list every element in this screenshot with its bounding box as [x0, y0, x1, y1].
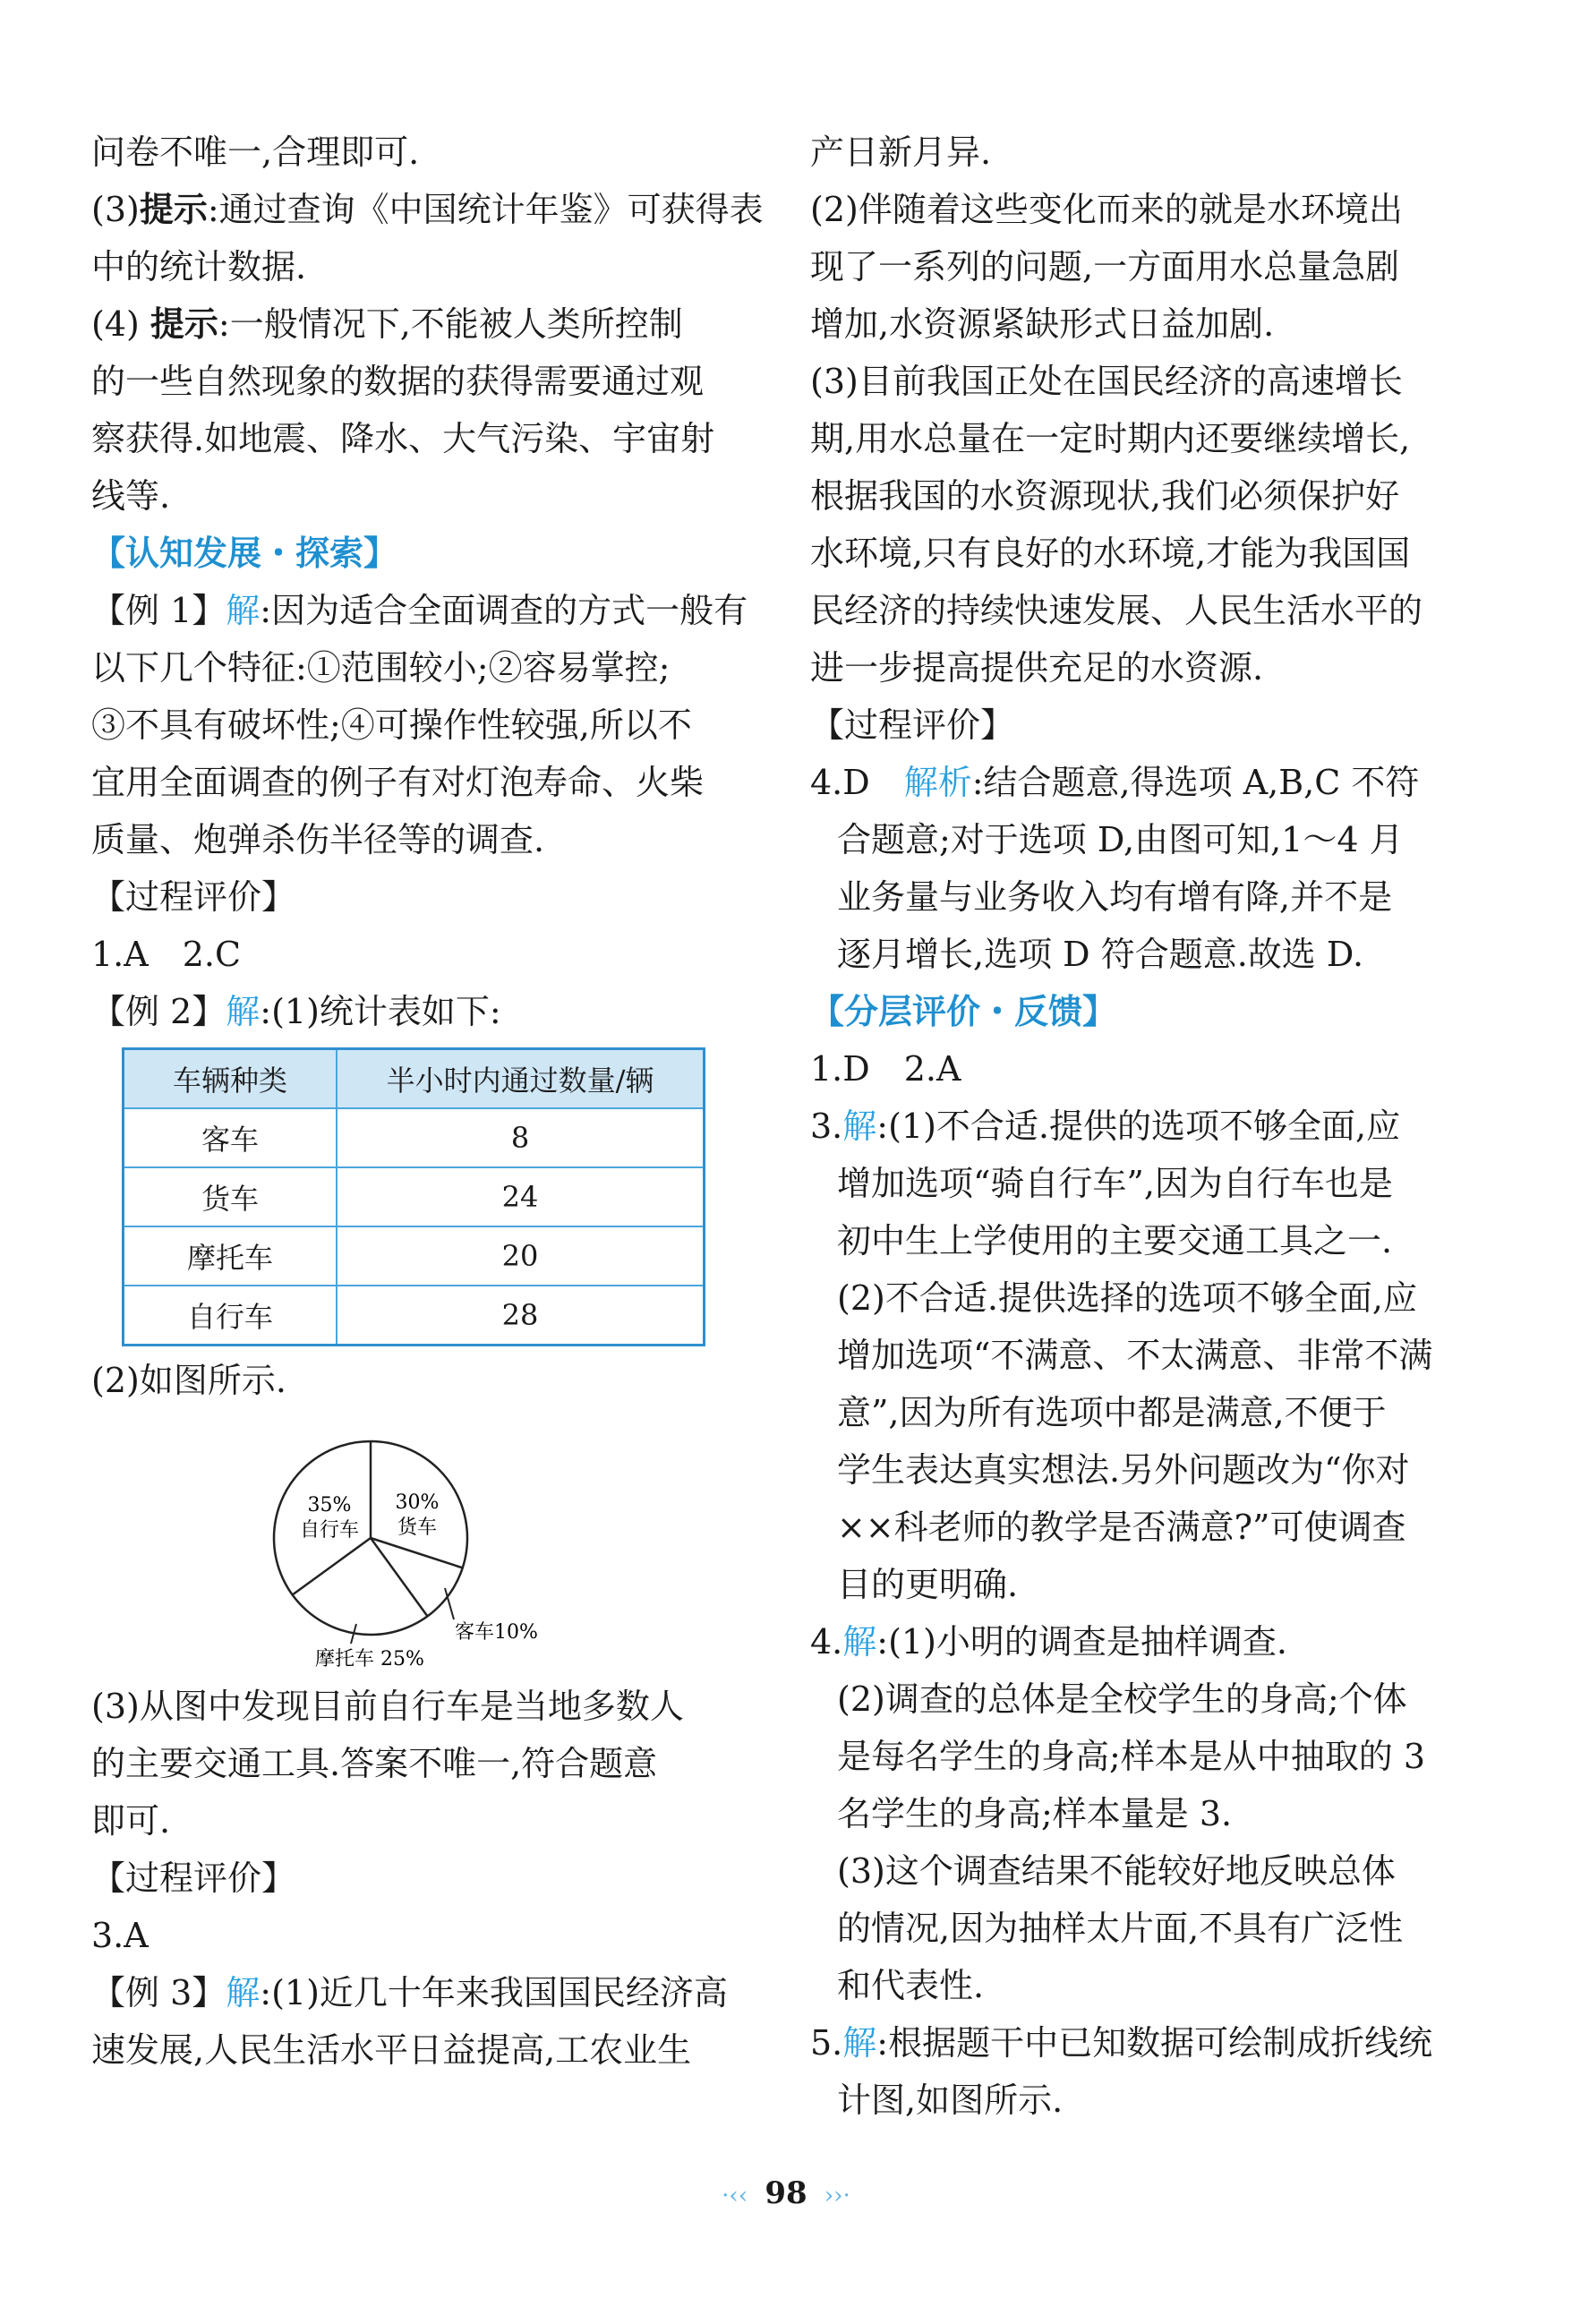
- text-line: (2)伴随着这些变化而来的就是水环境出: [810, 190, 1403, 229]
- page-number: 98: [765, 2175, 807, 2211]
- section-heading: 【认知发展・探索】: [91, 534, 398, 573]
- text-line: (3)这个调查结果不能较好地反映总体: [837, 1851, 1396, 1891]
- text-line: 增加选项“骑自行车”,因为自行车也是: [837, 1164, 1393, 1203]
- text-line: 宜用全面调查的例子有对灯泡寿命、火柴: [91, 763, 705, 802]
- text-line: [810, 2014, 1448, 2072]
- text-line: 以下几个特征:①范围较小;②容易掌控;: [91, 648, 671, 688]
- text-line: 产日新月异.: [810, 132, 992, 172]
- text-line: 初中生上学使用的主要交通工具之一.: [837, 1221, 1393, 1260]
- analysis-keyword: 解析: [903, 763, 972, 802]
- hint-keyword: 提示: [150, 304, 218, 344]
- text-run: :(1)不合适.提供的选项不够全面,应: [876, 1106, 1401, 1146]
- text-line: 现了一系列的问题,一方面用水总量急剧: [810, 247, 1400, 286]
- text-line: 水环境,只有良好的水环境,才能为我国国: [810, 534, 1411, 573]
- answer-line: 3.A: [91, 1916, 149, 1955]
- text-line: 期,用水总量在一定时期内还要继续增长,: [810, 419, 1411, 458]
- text-line: 中的统计数据.: [91, 247, 307, 286]
- column-header: 半小时内通过数量/辆: [337, 1049, 705, 1109]
- text-line: 合题意;对于选项 D,由图可知,1～4 月: [837, 820, 1404, 859]
- solution-keyword: 解: [226, 992, 261, 1031]
- item-number: (4): [91, 304, 150, 344]
- table-cell: 8: [337, 1108, 705, 1167]
- section-heading: 【分层评价・反馈】: [810, 992, 1117, 1031]
- text-run: :通过查询《中国统计年鉴》可获得表: [207, 190, 764, 229]
- right-column: [810, 124, 1448, 2129]
- text-line: 速发展,人民生活水平日益提高,工农业生: [91, 2030, 692, 2070]
- ornament-left-icon: ·‹‹: [722, 2183, 748, 2209]
- pie-slice-boundary-3: [293, 1538, 371, 1594]
- solution-keyword: 解: [842, 1622, 877, 1662]
- text-line: 增加,水资源紧缺形式日益加剧.: [810, 304, 1275, 344]
- text-run: :根据题干中已知数据可绘制成折线统: [876, 2023, 1433, 2063]
- table-cell: 客车: [124, 1108, 337, 1167]
- item-number: 3.: [810, 1106, 843, 1146]
- table-header-row: [124, 1049, 705, 1109]
- text-line: (2)不合适.提供选择的选项不够全面,应: [837, 1278, 1417, 1318]
- text-line: (2)调查的总体是全校学生的身高;个体: [837, 1679, 1407, 1719]
- text-line: 质量、炮弹杀伤半径等的调查.: [91, 820, 545, 859]
- item-number: (3): [91, 190, 140, 229]
- text-line: 即可.: [91, 1801, 171, 1841]
- slice-label-truck: 货车: [397, 1517, 438, 1539]
- solution-keyword: 解: [226, 1973, 261, 2012]
- table-row: [124, 1167, 705, 1226]
- text-line: (3)从图中发现目前自行车是当地多数人: [91, 1687, 684, 1726]
- pie-slice-boundary-2: [371, 1538, 427, 1616]
- text-run: :因为适合全面调查的方式一般有: [260, 591, 748, 630]
- left-column: [91, 124, 764, 2079]
- item-number: 4.D: [810, 763, 904, 802]
- text-line: 是每名学生的身高;样本是从中抽取的 3: [837, 1737, 1426, 1776]
- eval-heading: 【过程评价】: [91, 877, 296, 917]
- example-tag: 【例 1】: [91, 591, 226, 630]
- text-run: :(1)统计表如下:: [260, 992, 501, 1031]
- text-line: [810, 1613, 1448, 1670]
- text-line: 的一些自然现象的数据的获得需要通过观: [91, 362, 705, 401]
- table-cell: 自行车: [124, 1286, 337, 1346]
- column-header: 车辆种类: [124, 1049, 337, 1109]
- item-number: 5.: [810, 2023, 843, 2063]
- solution-keyword: 解: [842, 1106, 877, 1146]
- example-tag: 【例 2】: [91, 992, 226, 1031]
- slice-label-bicycle: 自行车: [299, 1519, 360, 1542]
- text-line: 进一步提高提供充足的水资源.: [810, 648, 1264, 688]
- text-line: 目的更明确.: [837, 1565, 1019, 1604]
- solution-keyword: 解: [226, 591, 261, 630]
- table-row: [124, 1286, 705, 1346]
- example-tag: 【例 3】: [91, 1973, 226, 2012]
- text-line: 增加选项“不满意、不太满意、非常不满: [837, 1336, 1433, 1375]
- text-line: 民经济的持续快速发展、人民生活水平的: [810, 591, 1423, 630]
- text-line: ③不具有破坏性;④可操作性较强,所以不: [91, 705, 692, 745]
- text-line: 根据我国的水资源现状,我们必须保护好: [810, 476, 1400, 516]
- table-cell: 摩托车: [124, 1226, 337, 1286]
- text-line: 的主要交通工具.答案不唯一,符合题意: [91, 1744, 658, 1783]
- hint-keyword: 提示: [139, 190, 208, 229]
- text-run: :一般情况下,不能被人类所控制: [218, 304, 683, 344]
- text-line: 线等.: [91, 476, 171, 516]
- text-line: [91, 582, 748, 639]
- slice-label-bicycle-pct: 35%: [307, 1494, 352, 1517]
- item-number: 4.: [810, 1622, 843, 1662]
- text-line: (3)目前我国正处在国民经济的高速增长: [810, 362, 1403, 401]
- text-line: 问卷不唯一,合理即可.: [91, 132, 420, 172]
- slice-label-truck-pct: 30%: [395, 1491, 440, 1514]
- text-run: :(1)近几十年来我国国民经济高: [260, 1973, 728, 2012]
- text-run: :结合题意,得选项 A,B,C 不符: [971, 763, 1420, 802]
- pie-chart: [91, 1409, 738, 1678]
- text-line: ××科老师的教学是否满意?”可使调查: [837, 1508, 1406, 1547]
- text-line: 名学生的身高;样本量是 3.: [837, 1794, 1233, 1833]
- answer-line: 1.A 2.C: [91, 935, 242, 974]
- text-line: (2)如图所示.: [91, 1361, 286, 1400]
- text-line: 学生表达真实想法.另外问题改为“你对: [837, 1450, 1410, 1490]
- text-line: [91, 181, 764, 238]
- text-line: 察获得.如地震、降水、大气污染、宇宙射: [91, 419, 715, 458]
- table-row: [124, 1108, 705, 1167]
- text-line: 逐月增长,选项 D 符合题意.故选 D.: [837, 935, 1364, 974]
- text-line: 计图,如图所示.: [837, 2080, 1064, 2120]
- text-line: 意”,因为所有选项中都是满意,不便于: [837, 1393, 1387, 1432]
- eval-heading: 【过程评价】: [810, 705, 1015, 745]
- table-cell: 28: [337, 1286, 705, 1346]
- answer-line: 1.D 2.A: [810, 1049, 961, 1089]
- eval-heading: 【过程评价】: [91, 1858, 296, 1898]
- table-cell: 20: [337, 1226, 705, 1286]
- text-line: 的情况,因为抽样太片面,不具有广泛性: [837, 1909, 1404, 1948]
- text-line: 和代表性.: [837, 1966, 985, 2005]
- table-cell: 24: [337, 1167, 705, 1226]
- ornament-right-icon: ››·: [824, 2183, 850, 2209]
- page-footer: [0, 2175, 1572, 2211]
- text-run: :(1)小明的调查是抽样调查.: [876, 1622, 1287, 1662]
- solution-keyword: 解: [842, 2023, 877, 2063]
- statistics-table: [122, 1047, 705, 1346]
- pie-slice-boundary-1: [371, 1538, 463, 1568]
- text-line: [810, 754, 1448, 811]
- table-cell: 货车: [124, 1167, 337, 1226]
- text-line: [91, 983, 738, 1040]
- slice-label-bus: 客车10%: [455, 1621, 538, 1644]
- slice-label-motorcycle: 摩托车 25%: [315, 1648, 424, 1670]
- text-line: [810, 1098, 1448, 1155]
- text-line: [91, 1964, 738, 2021]
- text-line: 业务量与业务收入均有增有降,并不是: [837, 877, 1393, 917]
- text-line: [91, 295, 738, 353]
- table-row: [124, 1226, 705, 1286]
